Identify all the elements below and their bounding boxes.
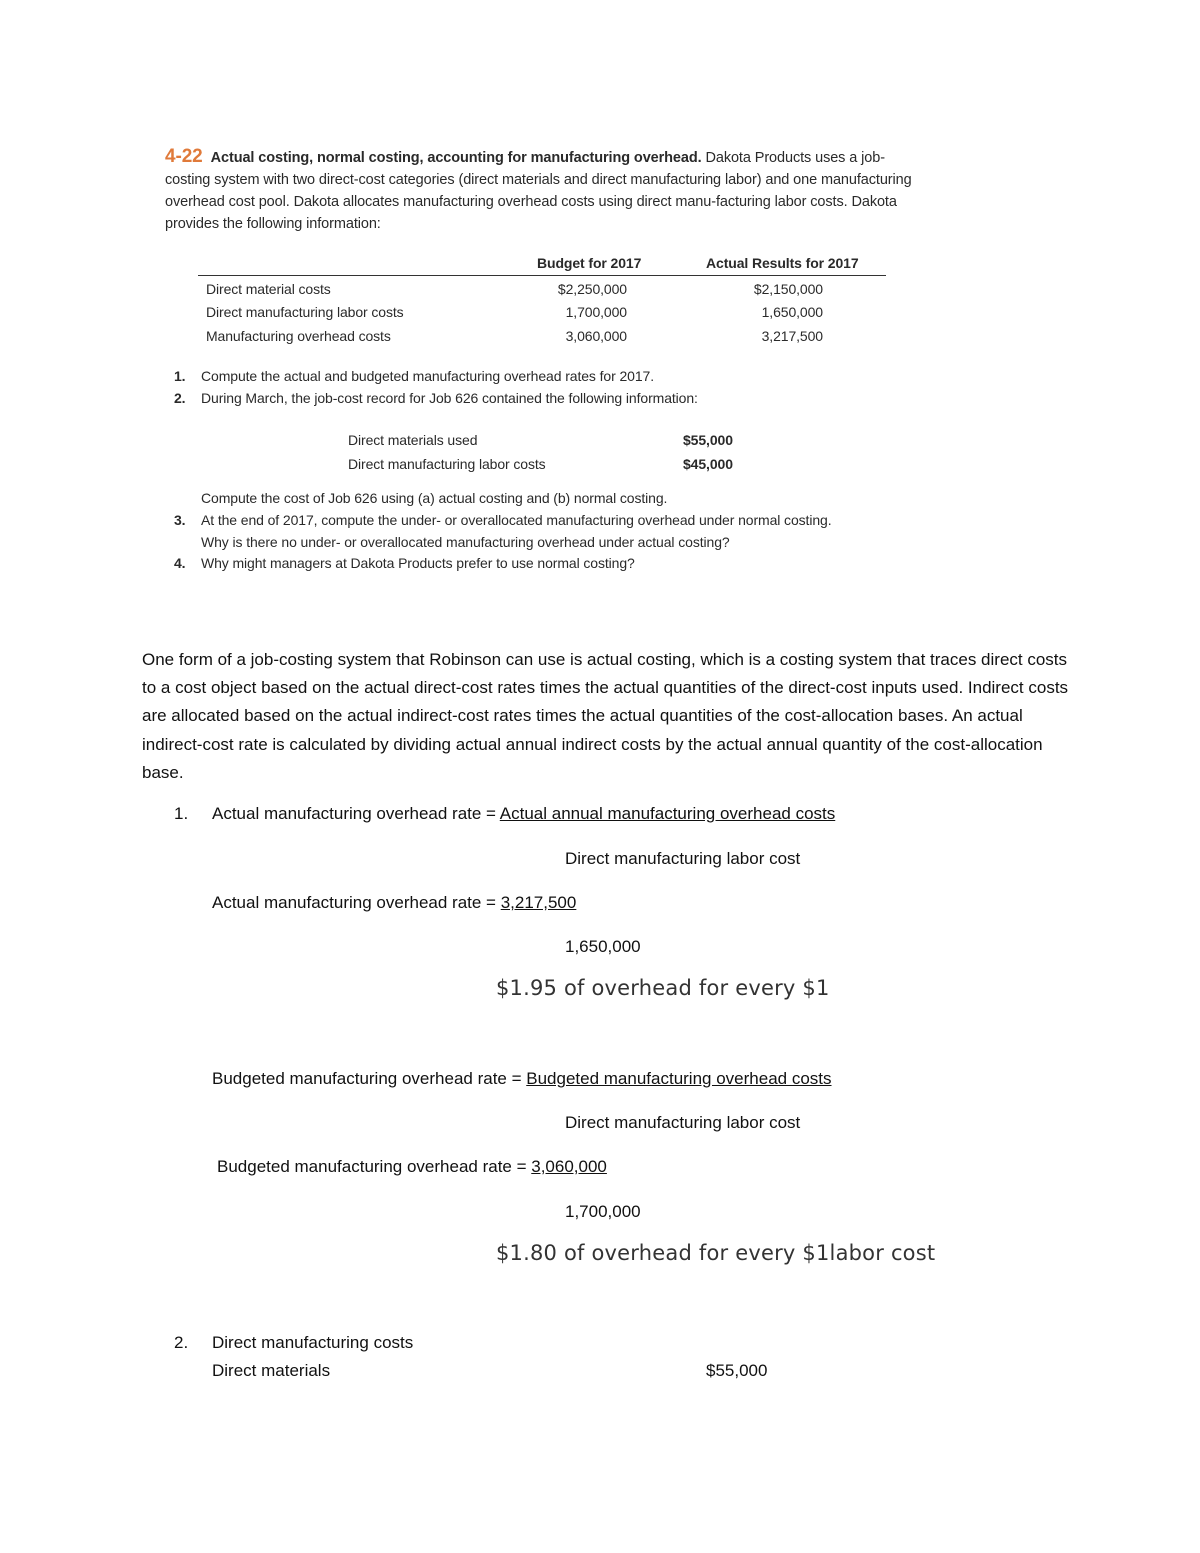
table-cell-actual: 3,217,500: [761, 328, 823, 344]
question-text: Why might managers at Dakota Products prefer to use normal costing?: [201, 555, 635, 571]
problem-title: Actual costing, normal costing, accounting for manufacturing overhead.: [210, 150, 702, 166]
budget-rate-value-denominator: 1,700,000: [565, 1202, 641, 1221]
table-cell-budget: $2,250,000: [557, 281, 627, 297]
question-text: During March, the job-cost record for Job 626 contained the following information:: [201, 390, 698, 406]
actual-rate-value-denominator: 1,650,000: [565, 937, 641, 956]
table-header-actual: Actual Results for 2017: [706, 255, 859, 271]
table-cell-budget: 3,060,000: [565, 328, 627, 344]
table-header-rule: [198, 275, 886, 276]
budget-rate-label: Budgeted manufacturing overhead rate =: [212, 1069, 527, 1088]
actual-rate-numerator: Actual annual manufacturing overhead costs: [499, 804, 836, 823]
problem-intro: [165, 146, 925, 235]
actual-rate-value-numerator: 3,217,500: [500, 893, 577, 912]
answer-item-number: 1.: [174, 804, 189, 823]
budget-rate-value-numerator: 3,060,000: [531, 1157, 607, 1176]
table-row-label: Direct manufacturing labor costs: [206, 304, 404, 320]
table-row-label: Direct material costs: [206, 281, 331, 297]
item2-row-label: Direct materials: [212, 1361, 331, 1380]
question-text: Why is there no under- or overallocated manufacturing overhead under actual costing?: [201, 534, 730, 550]
question-number: 2.: [174, 390, 186, 406]
actual-rate-label: Actual manufacturing overhead rate =: [212, 804, 500, 823]
problem-intro-text: Dakota Products uses a job-costing system with two direct-cost categories (direct materials and direct manufacturing labor) and one manufacturing overhead cost pool. Dakota allocates manufacturing overhead costs using direct manu-facturing labor costs. Dakota provides the following information:: [165, 150, 912, 232]
question-number: 1.: [174, 368, 186, 384]
budget-rate-label: Budgeted manufacturing overhead rate =: [217, 1157, 532, 1176]
actual-rate-formula: [212, 804, 835, 824]
job-row-value: $45,000: [683, 456, 733, 472]
question-followup: Compute the cost of Job 626 using (a) actual costing and (b) normal costing.: [201, 490, 668, 506]
table-cell-budget: 1,700,000: [565, 304, 627, 320]
table-row-label: Manufacturing overhead costs: [206, 328, 391, 344]
problem-number: 4-22: [165, 146, 203, 167]
question-number: 4.: [174, 555, 186, 571]
job-row-label: Direct materials used: [348, 432, 478, 448]
budget-rate-computation: [217, 1157, 607, 1177]
question-text: Compute the actual and budgeted manufacturing overhead rates for 2017.: [201, 368, 654, 384]
actual-rate-label: Actual manufacturing overhead rate =: [212, 893, 501, 912]
question-text: At the end of 2017, compute the under- or overallocated manufacturing overhead under normal costing.: [201, 512, 832, 528]
answer-item-number: 2.: [174, 1333, 189, 1352]
item2-row-value: $55,000: [706, 1361, 768, 1380]
budget-rate-formula: [212, 1069, 832, 1089]
actual-rate-result: $1.95 of overhead for every $1: [496, 976, 830, 1000]
job-row-value: $55,000: [683, 432, 733, 448]
answer-paragraph: One form of a job-costing system that Robinson can use is actual costing, which is a costing system that traces direct costs to a cost object based on the actual direct-cost rates times the actual quantities of the direct-cost inputs used. Indirect costs are allocated based on the actual indirect-cost rates times the actual quantities of the cost-allocation bases. An actual indirect-cost rate is calculated by dividing actual annual indirect costs by the actual annual quantity of the cost-allocation base.: [142, 650, 1069, 782]
actual-rate-denominator: Direct manufacturing labor cost: [565, 849, 801, 868]
table-cell-actual: $2,150,000: [753, 281, 823, 297]
budget-rate-result: $1.80 of overhead for every $1labor cost: [496, 1241, 936, 1265]
actual-rate-computation: [212, 893, 576, 913]
question-number: 3.: [174, 512, 186, 528]
budget-rate-numerator: Budgeted manufacturing overhead costs: [526, 1069, 832, 1088]
budget-rate-denominator: Direct manufacturing labor cost: [565, 1113, 801, 1132]
item2-title: Direct manufacturing costs: [212, 1333, 414, 1352]
table-cell-actual: 1,650,000: [761, 304, 823, 320]
table-header-budget: Budget for 2017: [537, 255, 642, 271]
job-row-label: Direct manufacturing labor costs: [348, 456, 546, 472]
